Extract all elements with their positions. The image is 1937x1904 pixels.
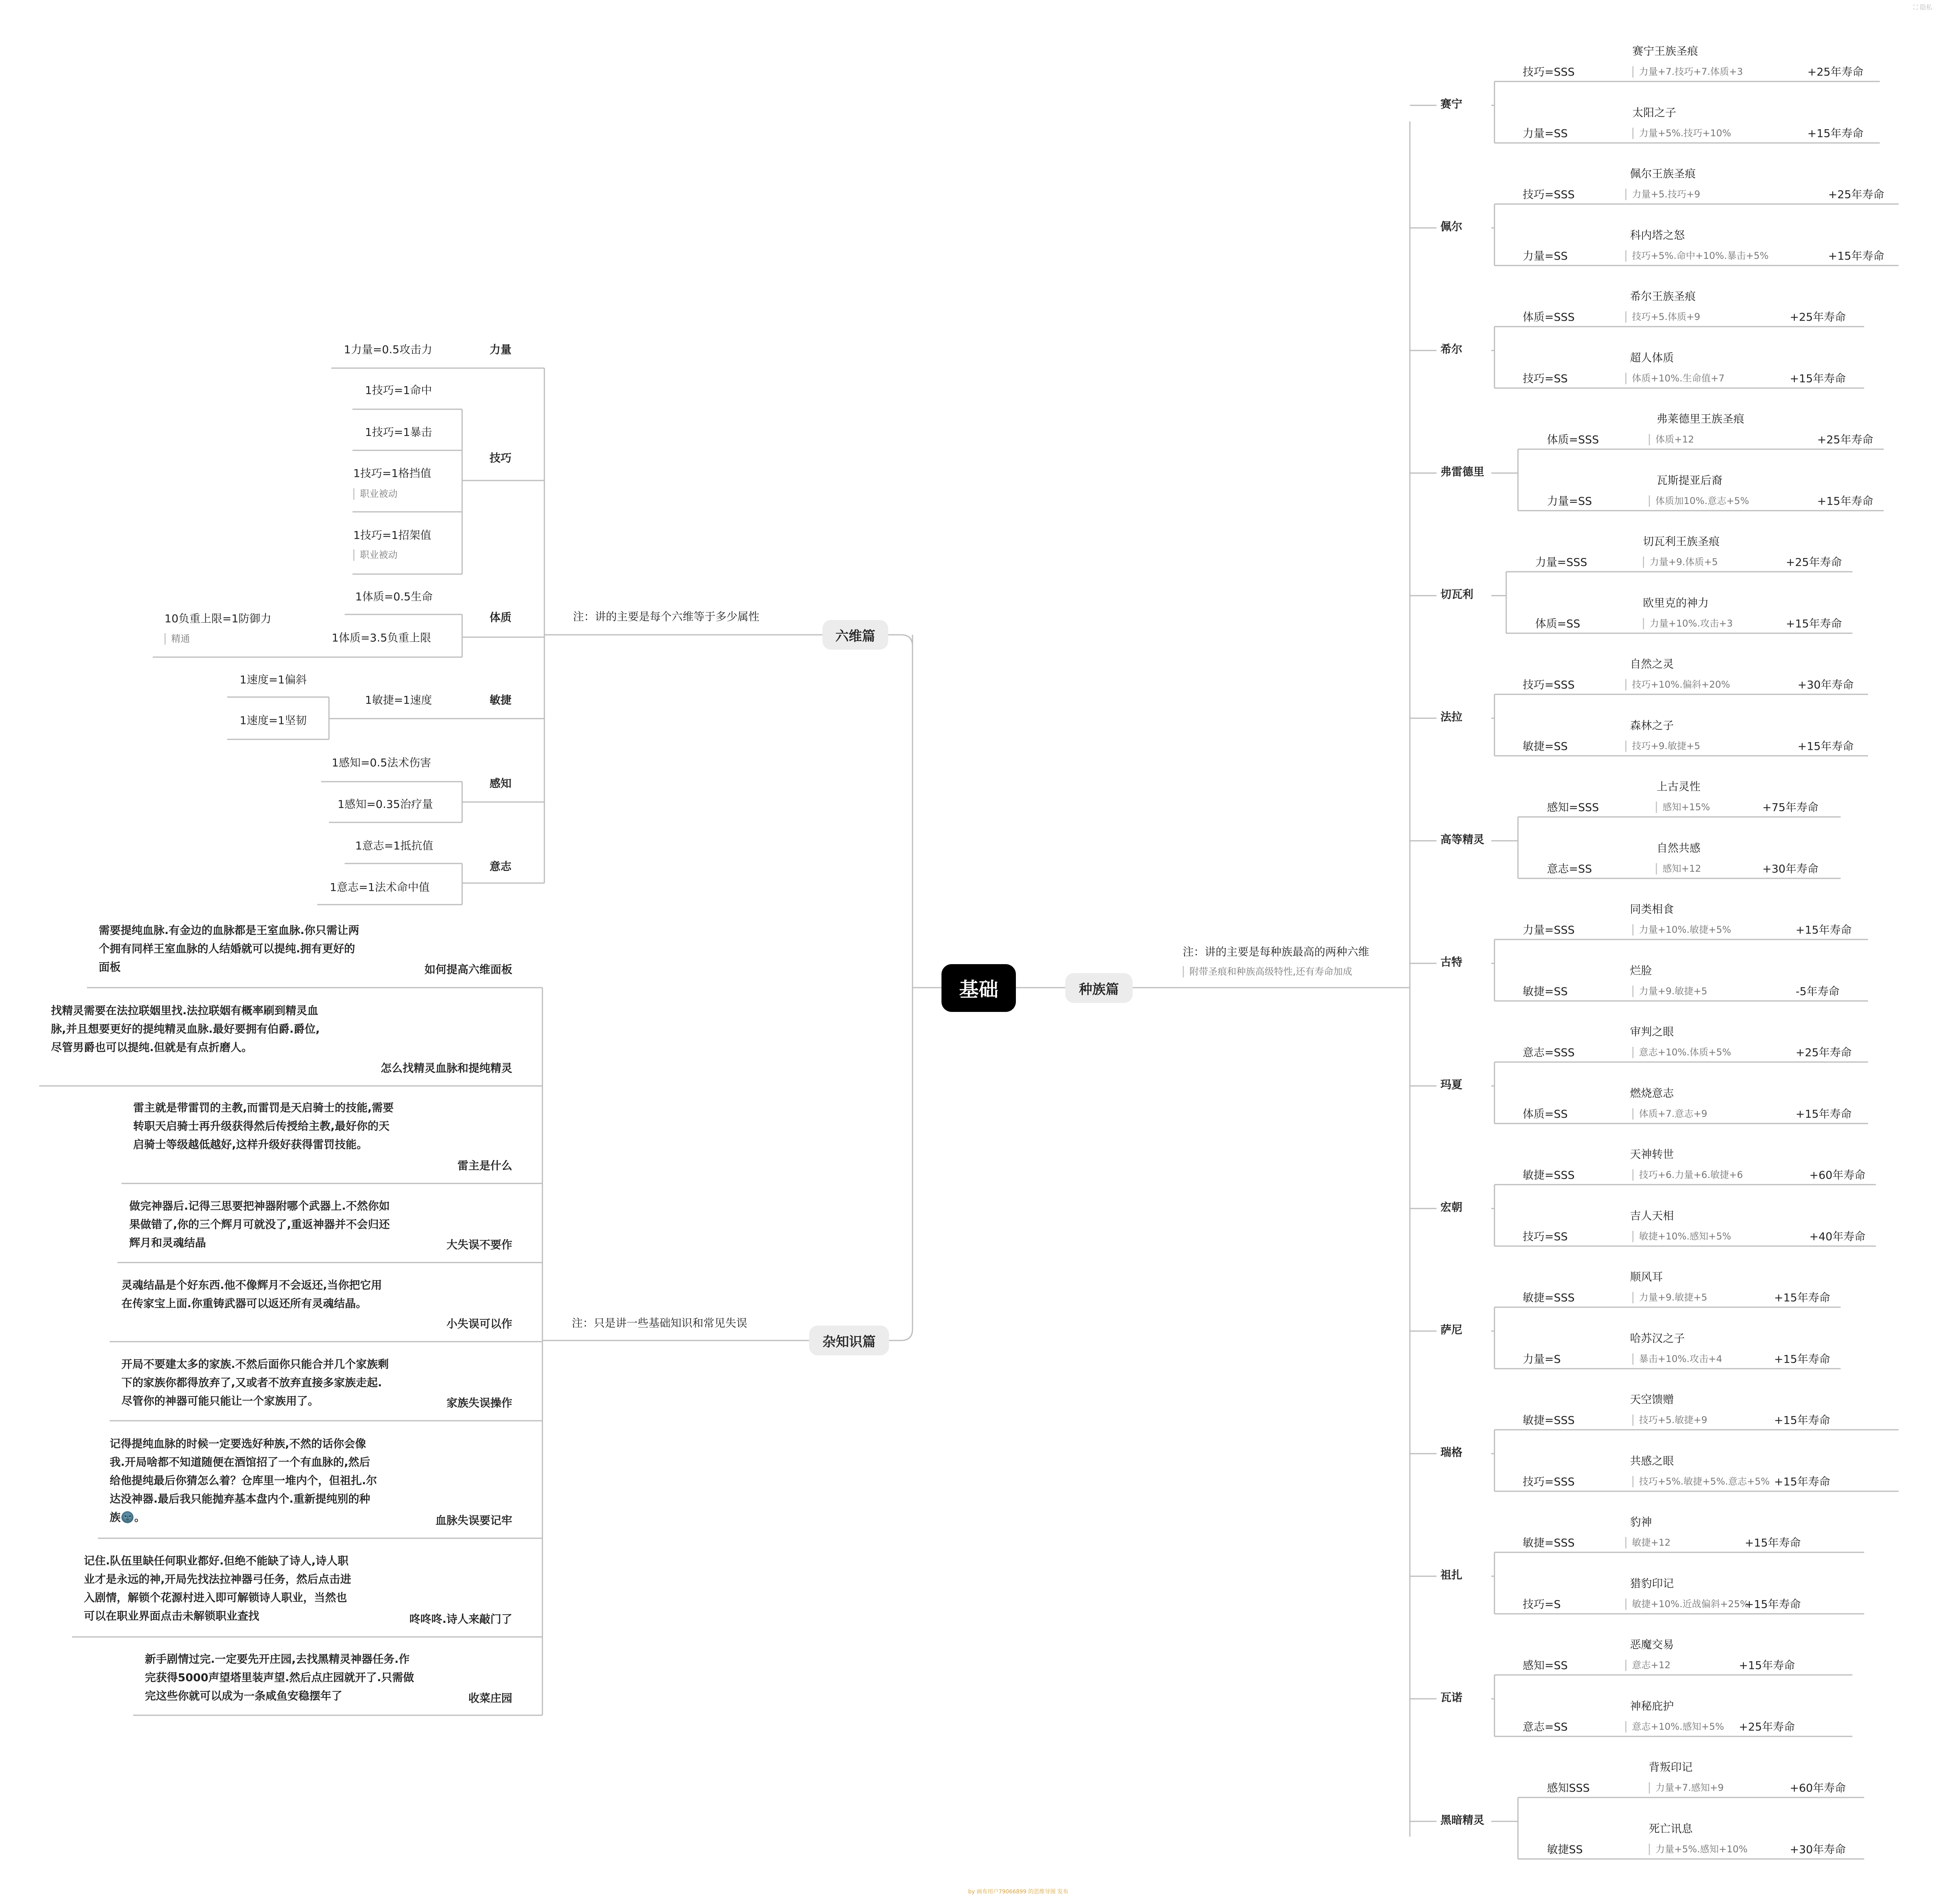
zazhi-text-4: 灵魂结晶是个好东西.他不像辉月不会返还,当你把它用在传家宝上面.你重铸武器可以返还所有灵魂结晶。	[121, 1279, 382, 1310]
race-name[interactable]: 弗雷德里	[1440, 465, 1485, 478]
race-trait-title[interactable]: 天空馈赠	[1630, 1393, 1674, 1406]
race-trait-title[interactable]: 瓦斯提亚后裔	[1657, 474, 1723, 487]
race-life[interactable]: +15年寿命	[1774, 1291, 1830, 1304]
race-life[interactable]: +25年寿命	[1739, 1720, 1795, 1733]
race-stat[interactable]: 技巧=SSS	[1523, 188, 1575, 201]
race-trait-title[interactable]: 欧里克的神力	[1643, 596, 1709, 609]
race-trait-desc: 力量+5%.技巧+10%	[1632, 128, 1731, 139]
race-trait-desc: 力量+5%.感知+10%	[1649, 1844, 1747, 1855]
branch-liuwei[interactable]: 六维篇	[822, 620, 888, 650]
race-trait-desc: 技巧+5%.命中+10%.暴击+5%	[1625, 250, 1769, 262]
race-stat[interactable]: 技巧=SS	[1523, 372, 1568, 385]
race-life[interactable]: +30年寿命	[1798, 678, 1854, 691]
race-trait-desc: 力量+7.感知+9	[1649, 1782, 1724, 1794]
zazhi-text-5: 开局不要建太多的家族.不然后面你只能合并几个家族剩下的家族你都得放弃了,又或者不放弃直接多家族走起.尽管你的神器可能只能让一个家族用了。	[121, 1358, 389, 1407]
liuwei-ji-label[interactable]: 技巧	[490, 452, 512, 464]
root-node[interactable]: 基础	[941, 964, 1016, 1012]
race-life[interactable]: +15年寿命	[1790, 372, 1846, 385]
race-trait-title[interactable]: 上古灵性	[1657, 780, 1701, 793]
liuwei-min-c1[interactable]: 1速度=1偏斜	[240, 673, 307, 686]
race-trait-title[interactable]: 同类相食	[1630, 903, 1674, 916]
race-trait-desc: 技巧+5.敏捷+9	[1632, 1414, 1707, 1426]
expand-icon[interactable]: ⛶ 隐私	[1913, 4, 1932, 11]
race-stat[interactable]: 体质=SS	[1535, 617, 1581, 630]
race-trait-title[interactable]: 神秘庇护	[1630, 1700, 1674, 1713]
liuwei-yi-v2[interactable]: 1意志=1法术命中值	[330, 881, 430, 894]
race-life[interactable]: +15年寿命	[1774, 1353, 1830, 1366]
race-life[interactable]: +15年寿命	[1786, 617, 1842, 630]
race-stat[interactable]: 敏捷=SS	[1523, 740, 1568, 753]
race-stat[interactable]: 感知=SS	[1523, 1659, 1568, 1672]
race-trait-desc: 暴击+10%.攻击+4	[1632, 1353, 1722, 1365]
race-stat[interactable]: 技巧=SSS	[1523, 65, 1575, 78]
race-trait-title[interactable]: 天神转世	[1630, 1148, 1674, 1161]
zazhi-note: 注：只是讲一些基础知识和常见失误	[572, 1317, 748, 1330]
race-trait-desc: 力量+9.体质+5	[1643, 556, 1718, 568]
race-trait-title[interactable]: 森林之子	[1630, 719, 1674, 732]
race-trait-desc: 技巧+6.力量+6.敏捷+6	[1632, 1169, 1743, 1181]
liuwei-min-c2[interactable]: 1速度=1坚韧	[240, 714, 307, 727]
race-life[interactable]: +25年寿命	[1828, 188, 1885, 201]
liuwei-ji-v3-sub: 职业被动	[353, 488, 398, 500]
race-life[interactable]: +15年寿命	[1828, 249, 1885, 262]
race-trait-desc: 敏捷+10%.感知+5%	[1632, 1231, 1731, 1242]
race-trait-title[interactable]: 吉人天相	[1630, 1209, 1674, 1222]
race-trait-desc: 力量+9.敏捷+5	[1632, 1292, 1707, 1303]
race-stat[interactable]: 技巧=SSS	[1523, 1475, 1575, 1488]
race-trait-title[interactable]: 燃烧意志	[1630, 1087, 1674, 1100]
race-stat[interactable]: 感知SSS	[1547, 1781, 1590, 1794]
race-stat[interactable]: 力量=S	[1523, 1353, 1561, 1366]
race-trait-desc: 敏捷+12	[1625, 1537, 1671, 1548]
race-name[interactable]: 瑞格	[1440, 1446, 1463, 1459]
race-stat[interactable]: 敏捷=SS	[1523, 985, 1568, 998]
zhongzu-sub: 附带圣痕和种族高级特性,还有寿命加成	[1183, 966, 1352, 977]
liuwei-ti-v2-child-sub: 精通	[164, 633, 190, 645]
race-life[interactable]: +15年寿命	[1739, 1659, 1795, 1672]
branch-zhongzu[interactable]: 种族篇	[1065, 973, 1133, 1003]
race-trait-title[interactable]: 共感之眼	[1630, 1454, 1674, 1467]
race-life[interactable]: +25年寿命	[1796, 1046, 1852, 1059]
race-trait-desc: 力量+10%.敏捷+5%	[1632, 924, 1731, 936]
race-trait-desc: 意志+12	[1625, 1660, 1671, 1671]
zazhi-title-3[interactable]: 大失误不要作	[446, 1238, 512, 1251]
race-life[interactable]: +15年寿命	[1745, 1598, 1801, 1611]
race-life[interactable]: +15年寿命	[1774, 1414, 1830, 1427]
race-stat[interactable]: 力量=SS	[1547, 495, 1592, 508]
race-life[interactable]: +60年寿命	[1790, 1781, 1846, 1794]
race-life[interactable]: +15年寿命	[1796, 923, 1852, 936]
race-life[interactable]: +15年寿命	[1798, 740, 1854, 753]
liuwei-ti-v2-child[interactable]: 10负重上限=1防御力	[164, 612, 271, 625]
race-stat[interactable]: 技巧=SS	[1523, 1230, 1568, 1243]
race-name[interactable]: 赛宁	[1440, 98, 1463, 110]
race-stat[interactable]: 敏捷=SSS	[1523, 1291, 1575, 1304]
race-stat[interactable]: 力量=SSS	[1523, 923, 1575, 936]
race-stat[interactable]: 意志=SSS	[1523, 1046, 1575, 1059]
race-life[interactable]: +25年寿命	[1817, 433, 1874, 446]
race-life[interactable]: +25年寿命	[1786, 556, 1842, 569]
race-stat[interactable]: 力量=SSS	[1535, 556, 1587, 569]
zazhi-title-0[interactable]: 如何提高六维面板	[424, 963, 512, 976]
liuwei-gan-v2[interactable]: 1感知=0.35治疗量	[338, 798, 433, 811]
race-stat[interactable]: 敏捷=SSS	[1523, 1536, 1575, 1549]
liuwei-ji-v1[interactable]: 1技巧=1命中	[365, 384, 432, 397]
zazhi-text-3: 做完神器后.记得三思要把神器附哪个武器上.不然你如果做错了,你的三个辉月可就没了,重返神器并不会归还辉月和灵魂结晶	[129, 1199, 390, 1249]
race-trait-title[interactable]: 弗莱德里王族圣痕	[1657, 412, 1745, 425]
race-name[interactable]: 高等精灵	[1440, 833, 1485, 846]
race-stat[interactable]: 技巧=SSS	[1523, 678, 1575, 691]
race-stat[interactable]: 力量=SS	[1523, 127, 1568, 140]
race-trait-title[interactable]: 顺风耳	[1630, 1270, 1663, 1283]
race-trait-desc: 敏捷+10%.近战偏斜+25%	[1625, 1599, 1749, 1610]
race-name[interactable]: 瓦诺	[1440, 1691, 1463, 1704]
liuwei-yi-label[interactable]: 意志	[490, 860, 512, 873]
zazhi-text-6: 记得提纯血脉的时候一定要选好种族,不然的话你会像我.开局啥都不知道随便在酒馆招了一个有血脉的,然后给他提纯最后你猜怎么着？仓库里一堆内个，但祖扎.尔达没神器.最后我只能抛弃基本盘内个.重新提纯别的种族🌚。	[110, 1437, 377, 1524]
liuwei-ji-v4[interactable]: 1技巧=1招架值	[353, 529, 432, 542]
race-trait-desc: 技巧+5%.敏捷+5%.意志+5%	[1632, 1476, 1770, 1487]
race-life[interactable]: +15年寿命	[1807, 127, 1864, 140]
race-stat[interactable]: 体质=SSS	[1547, 433, 1599, 446]
race-trait-desc: 感知+15%	[1656, 802, 1710, 813]
race-trait-title[interactable]: 哈苏汉之子	[1630, 1332, 1685, 1345]
race-trait-desc: 技巧+9.敏捷+5	[1625, 741, 1700, 752]
race-trait-desc: 体质+10%.生命值+7	[1625, 373, 1724, 384]
liuwei-li-v1[interactable]: 1力量=0.5攻击力	[344, 343, 432, 356]
race-trait-desc: 技巧+10%.偏斜+20%	[1625, 679, 1730, 690]
zazhi-text-0: 需要提纯血脉.有金边的血脉都是王室血脉.你只需让两个拥有同样王室血脉的人结婚就可以提纯.拥有更好的面板	[99, 924, 360, 974]
race-trait-title[interactable]: 烂脸	[1630, 964, 1652, 977]
zazhi-title-1[interactable]: 怎么找精灵血脉和提纯精灵	[380, 1062, 512, 1075]
race-name[interactable]: 祖扎	[1440, 1568, 1463, 1581]
race-name[interactable]: 佩尔	[1440, 220, 1463, 233]
liuwei-gan-label[interactable]: 感知	[490, 777, 512, 790]
race-life[interactable]: +25年寿命	[1807, 65, 1864, 78]
race-trait-title[interactable]: 科内塔之怒	[1630, 229, 1685, 242]
race-trait-title[interactable]: 佩尔王族圣痕	[1630, 167, 1696, 180]
race-name[interactable]: 希尔	[1440, 343, 1463, 356]
race-trait-desc: 力量+9.敏捷+5	[1632, 986, 1707, 997]
race-trait-title[interactable]: 审判之眼	[1630, 1025, 1674, 1038]
race-life[interactable]: +15年寿命	[1745, 1536, 1801, 1549]
race-trait-title[interactable]: 赛宁王族圣痕	[1632, 45, 1698, 58]
race-trait-title[interactable]: 自然之灵	[1630, 658, 1674, 670]
race-stat[interactable]: 意志=SS	[1523, 1720, 1568, 1733]
race-name[interactable]: 萨尼	[1440, 1323, 1463, 1336]
liuwei-ti-v2[interactable]: 1体质=3.5负重上限	[332, 631, 431, 644]
race-name[interactable]: 古特	[1440, 956, 1463, 968]
liuwei-ji-v2[interactable]: 1技巧=1暴击	[365, 426, 432, 439]
zazhi-title-5[interactable]: 家族失误操作	[446, 1396, 512, 1409]
liuwei-min-v1[interactable]: 1敏捷=1速度	[365, 694, 432, 706]
liuwei-ti-v1[interactable]: 1体质=0.5生命	[355, 590, 433, 603]
liuwei-note: 注：讲的主要是每个六维等于多少属性	[573, 610, 760, 623]
zazhi-title-2[interactable]: 雷主是什么	[457, 1159, 512, 1172]
race-trait-title[interactable]: 死亡讯息	[1649, 1822, 1693, 1835]
race-stat[interactable]: 敏捷=SSS	[1523, 1169, 1575, 1181]
zazhi-title-6[interactable]: 血脉失误要记牢	[435, 1514, 512, 1527]
liuwei-min-label[interactable]: 敏捷	[490, 694, 512, 706]
race-stat[interactable]: 敏捷SS	[1547, 1843, 1583, 1856]
race-trait-title[interactable]: 希尔王族圣痕	[1630, 290, 1696, 303]
liuwei-gan-v1[interactable]: 1感知=0.5法术伤害	[332, 756, 431, 769]
race-stat[interactable]: 力量=SS	[1523, 249, 1568, 262]
zhongzu-note: 注：讲的主要是每种族最高的两种六维	[1183, 945, 1370, 958]
race-trait-desc: 意志+10%.感知+5%	[1625, 1721, 1724, 1732]
race-life[interactable]: +15年寿命	[1796, 1107, 1852, 1120]
race-name[interactable]: 切瓦利	[1440, 588, 1474, 601]
race-trait-title[interactable]: 自然共感	[1657, 842, 1701, 854]
race-life[interactable]: +25年寿命	[1790, 311, 1846, 323]
liuwei-li-label[interactable]: 力量	[490, 343, 512, 356]
race-stat[interactable]: 体质=SS	[1523, 1107, 1568, 1120]
race-life[interactable]: +30年寿命	[1762, 862, 1819, 875]
race-trait-desc: 体质+7.意志+9	[1632, 1108, 1707, 1120]
race-trait-title[interactable]: 切瓦利王族圣痕	[1643, 535, 1720, 548]
zazhi-text-8: 新手剧情过完.一定要先开庄园,去找黑精灵神器任务.作完获得5000声望塔里装声望.然后点庄园就开了.只需做完这些你就可以成为一条咸鱼安稳摆年了	[145, 1653, 414, 1702]
race-name[interactable]: 宏朝	[1440, 1201, 1463, 1214]
race-stat[interactable]: 感知=SSS	[1547, 801, 1599, 814]
zazhi-title-8[interactable]: 收菜庄园	[468, 1692, 512, 1705]
zazhi-text-7: 记住.队伍里缺任何职业都好.但绝不能缺了诗人,诗人职业才是永远的神,开局先找法拉神器弓任务，然后点击进入剧情，解锁个花源村进入即可解锁诗人职业，当然也可以在职业界面点击未解锁职业查找	[84, 1554, 351, 1622]
race-name[interactable]: 玛夏	[1440, 1078, 1463, 1091]
race-stat[interactable]: 技巧=S	[1523, 1598, 1561, 1611]
race-life[interactable]: -5年寿命	[1796, 985, 1839, 998]
connector	[889, 635, 912, 1340]
race-trait-desc: 感知+12	[1656, 863, 1701, 874]
race-trait-desc: 体质+12	[1649, 434, 1694, 445]
watermark: by 画布用户79066899 的思维导图 发布	[968, 1889, 1068, 1895]
zazhi-text-2: 雷主就是带雷罚的主教,而雷罚是天启骑士的技能,需要转职天启骑士再升级获得然后传授给主教,最好你的天启骑士等级越低越好,这样升级好获得雷罚技能。	[133, 1101, 394, 1151]
race-trait-desc: 力量+5.技巧+9	[1625, 189, 1700, 200]
race-trait-title[interactable]: 太阳之子	[1632, 106, 1677, 119]
race-trait-desc: 技巧+5.体质+9	[1625, 311, 1700, 323]
zazhi-title-4[interactable]: 小失误可以作	[446, 1317, 512, 1330]
liuwei-yi-v1[interactable]: 1意志=1抵抗值	[355, 839, 434, 852]
race-name[interactable]: 黑暗精灵	[1440, 1814, 1485, 1826]
race-trait-desc: 力量+7.技巧+7.体质+3	[1632, 66, 1743, 78]
race-stat[interactable]: 意志=SS	[1547, 862, 1592, 875]
liuwei-ti-label[interactable]: 体质	[490, 611, 512, 624]
liuwei-ji-v3[interactable]: 1技巧=1格挡值	[353, 467, 432, 480]
race-trait-title[interactable]: 背叛印记	[1649, 1761, 1693, 1774]
race-trait-desc: 力量+10%.攻击+3	[1643, 618, 1733, 629]
race-life[interactable]: +75年寿命	[1762, 801, 1819, 814]
race-trait-desc: 意志+10%.体质+5%	[1632, 1047, 1731, 1058]
branch-zazhi[interactable]: 杂知识篇	[809, 1326, 889, 1355]
race-trait-desc: 体质加10%.意志+5%	[1649, 495, 1749, 507]
race-life[interactable]: +15年寿命	[1817, 495, 1874, 508]
race-life[interactable]: +60年寿命	[1809, 1169, 1866, 1181]
race-trait-title[interactable]: 豹神	[1630, 1516, 1652, 1528]
zazhi-text-1: 找精灵需要在法拉联姻里找.法拉联姻有概率刷到精灵血脉,并且想要更好的提纯精灵血脉.最好要拥有伯爵.爵位,尽管男爵也可以提纯.但就是有点折磨人。	[51, 1004, 320, 1054]
connector	[888, 635, 912, 646]
race-trait-title[interactable]: 恶魔交易	[1630, 1638, 1674, 1651]
race-life[interactable]: +40年寿命	[1809, 1230, 1866, 1243]
race-trait-title[interactable]: 超人体质	[1630, 351, 1674, 364]
race-life[interactable]: +15年寿命	[1774, 1475, 1830, 1488]
race-life[interactable]: +30年寿命	[1790, 1843, 1846, 1856]
race-name[interactable]: 法拉	[1440, 710, 1463, 723]
race-stat[interactable]: 体质=SSS	[1523, 311, 1575, 323]
liuwei-ji-v4-sub: 职业被动	[353, 549, 398, 561]
zazhi-title-7[interactable]: 咚咚咚.诗人来敲门了	[409, 1613, 512, 1626]
race-stat[interactable]: 敏捷=SSS	[1523, 1414, 1575, 1427]
race-trait-title[interactable]: 猎豹印记	[1630, 1577, 1674, 1590]
